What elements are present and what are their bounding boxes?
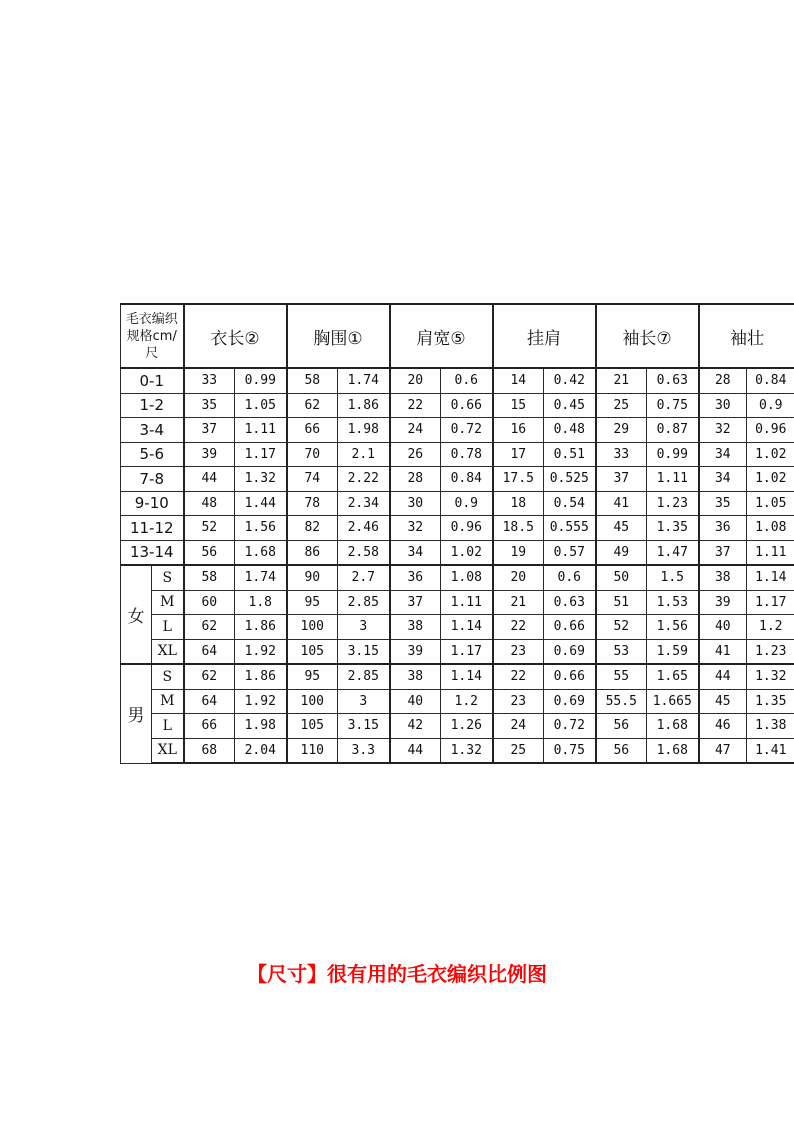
table-cell: 1.14 [441, 664, 493, 689]
table-cell: 55.5 [596, 689, 647, 714]
table-cell: 0.96 [747, 418, 794, 443]
size-label: L [152, 714, 184, 739]
table-cell: 35 [699, 491, 747, 516]
table-cell: 18 [493, 491, 544, 516]
table-cell: 1.35 [647, 516, 699, 541]
table-cell: 38 [699, 565, 747, 590]
table-row [121, 368, 794, 393]
table-cell: 64 [184, 639, 235, 664]
table-cell: 1.38 [747, 714, 794, 739]
table-cell: 1.35 [747, 689, 794, 714]
table-cell: 2.04 [235, 738, 287, 763]
table-body [121, 368, 794, 763]
table-cell: 47 [699, 738, 747, 763]
table-cell: 0.87 [647, 418, 699, 443]
table-cell: 74 [287, 467, 338, 492]
table-cell: 0.555 [544, 516, 596, 541]
table-cell: 1.92 [235, 639, 287, 664]
table-cell: 1.11 [235, 418, 287, 443]
table-cell: 64 [184, 689, 235, 714]
table-cell: 14 [493, 368, 544, 393]
table-cell: 1.26 [441, 714, 493, 739]
table-cell: 0.45 [544, 393, 596, 418]
table-cell: 56 [596, 738, 647, 763]
table-cell: 0.6 [441, 368, 493, 393]
table-cell: 37 [699, 540, 747, 565]
table-cell: 0.66 [544, 664, 596, 689]
table-cell: 29 [596, 418, 647, 443]
table-cell: 62 [287, 393, 338, 418]
header-row [121, 304, 794, 368]
table-cell: 17 [493, 442, 544, 467]
table-cell: 1.59 [647, 639, 699, 664]
table-row [121, 738, 794, 763]
table-cell: 0.78 [441, 442, 493, 467]
corner-label: 毛衣编织规格cm/尺 [121, 304, 184, 368]
table-row [121, 393, 794, 418]
table-cell: 56 [596, 714, 647, 739]
table-cell: 1.32 [235, 467, 287, 492]
column-header: 肩宽⑤ [390, 304, 493, 368]
age-range-label: 3-4 [121, 418, 184, 443]
table-cell: 2.34 [338, 491, 390, 516]
table-cell: 41 [699, 639, 747, 664]
table-cell: 1.53 [647, 590, 699, 615]
table-cell: 0.66 [544, 615, 596, 640]
size-label: L [152, 615, 184, 640]
table-cell: 1.02 [747, 442, 794, 467]
table-cell: 35 [184, 393, 235, 418]
table-cell: 95 [287, 590, 338, 615]
table-cell: 53 [596, 639, 647, 664]
table-cell: 25 [596, 393, 647, 418]
table-cell: 86 [287, 540, 338, 565]
table-cell: 0.84 [441, 467, 493, 492]
table-cell: 1.11 [647, 467, 699, 492]
table-cell: 1.56 [647, 615, 699, 640]
table-cell: 1.14 [441, 615, 493, 640]
table-cell: 2.1 [338, 442, 390, 467]
table-cell: 16 [493, 418, 544, 443]
table-cell: 0.9 [747, 393, 794, 418]
table-cell: 0.72 [544, 714, 596, 739]
table-cell: 38 [390, 615, 441, 640]
table-cell: 24 [493, 714, 544, 739]
table-cell: 0.84 [747, 368, 794, 393]
table-cell: 0.72 [441, 418, 493, 443]
column-header: 胸围① [287, 304, 390, 368]
table-cell: 42 [390, 714, 441, 739]
size-label: S [152, 664, 184, 689]
table-cell: 34 [699, 467, 747, 492]
table-row [121, 590, 794, 615]
table-cell: 0.48 [544, 418, 596, 443]
table-cell: 56 [184, 540, 235, 565]
table-row [121, 418, 794, 443]
table-cell: 90 [287, 565, 338, 590]
table-cell: 37 [184, 418, 235, 443]
size-label: XL [152, 738, 184, 763]
age-range-label: 11-12 [121, 516, 184, 541]
table-cell: 15 [493, 393, 544, 418]
table-cell: 2.85 [338, 664, 390, 689]
table-cell: 1.08 [747, 516, 794, 541]
table-cell: 1.8 [235, 590, 287, 615]
table-cell: 1.2 [441, 689, 493, 714]
table-cell: 36 [699, 516, 747, 541]
column-header: 袖壮 [699, 304, 794, 368]
table-cell: 95 [287, 664, 338, 689]
table-cell: 39 [390, 639, 441, 664]
table-cell: 37 [390, 590, 441, 615]
gender-label: 女 [121, 565, 152, 664]
table-cell: 1.665 [647, 689, 699, 714]
table-cell: 41 [596, 491, 647, 516]
table-cell: 50 [596, 565, 647, 590]
table-cell: 1.74 [235, 565, 287, 590]
table-cell: 0.75 [544, 738, 596, 763]
table-cell: 44 [184, 467, 235, 492]
table-cell: 66 [287, 418, 338, 443]
table-cell: 1.32 [441, 738, 493, 763]
table-cell: 1.74 [338, 368, 390, 393]
table-cell: 1.2 [747, 615, 794, 640]
table-header [121, 304, 794, 368]
table-cell: 39 [184, 442, 235, 467]
table-row [121, 615, 794, 640]
table-cell: 0.42 [544, 368, 596, 393]
table-cell: 25 [493, 738, 544, 763]
table-row [121, 491, 794, 516]
table-cell: 32 [699, 418, 747, 443]
table-cell: 1.86 [235, 664, 287, 689]
table-cell: 2.46 [338, 516, 390, 541]
table-cell: 1.44 [235, 491, 287, 516]
table-cell: 23 [493, 689, 544, 714]
table-row [121, 442, 794, 467]
table-cell: 38 [390, 664, 441, 689]
table-cell: 1.11 [747, 540, 794, 565]
table-cell: 105 [287, 639, 338, 664]
table-cell: 1.08 [441, 565, 493, 590]
table-cell: 0.63 [647, 368, 699, 393]
table-cell: 58 [184, 565, 235, 590]
table-cell: 1.17 [235, 442, 287, 467]
size-label: M [152, 689, 184, 714]
table-cell: 48 [184, 491, 235, 516]
table-cell: 1.56 [235, 516, 287, 541]
sweater-size-table [120, 303, 794, 764]
table-cell: 100 [287, 615, 338, 640]
table-cell: 44 [390, 738, 441, 763]
table-cell: 1.05 [235, 393, 287, 418]
table-cell: 3 [338, 615, 390, 640]
table-cell: 82 [287, 516, 338, 541]
table-cell: 1.17 [441, 639, 493, 664]
table-cell: 24 [390, 418, 441, 443]
table-cell: 33 [596, 442, 647, 467]
table-cell: 1.23 [647, 491, 699, 516]
table-cell: 0.66 [441, 393, 493, 418]
table-cell: 1.23 [747, 639, 794, 664]
page-caption: 【尺寸】很有用的毛衣编织比例图 [247, 962, 547, 986]
table-cell: 1.47 [647, 540, 699, 565]
table-cell: 26 [390, 442, 441, 467]
age-range-label: 5-6 [121, 442, 184, 467]
table-cell: 0.9 [441, 491, 493, 516]
table-cell: 40 [390, 689, 441, 714]
table-cell: 39 [699, 590, 747, 615]
table-cell: 3.15 [338, 714, 390, 739]
table-cell: 19 [493, 540, 544, 565]
column-header: 挂肩 [493, 304, 596, 368]
table-cell: 1.41 [747, 738, 794, 763]
table-cell: 21 [596, 368, 647, 393]
table-cell: 1.14 [747, 565, 794, 590]
table-cell: 45 [699, 689, 747, 714]
table-cell: 52 [184, 516, 235, 541]
table-cell: 40 [699, 615, 747, 640]
table-cell: 46 [699, 714, 747, 739]
table-cell: 1.32 [747, 664, 794, 689]
table-cell: 0.96 [441, 516, 493, 541]
table-row [121, 565, 794, 590]
column-header: 衣长② [184, 304, 287, 368]
table-cell: 0.69 [544, 689, 596, 714]
age-range-label: 9-10 [121, 491, 184, 516]
table-cell: 3.15 [338, 639, 390, 664]
table-row [121, 639, 794, 664]
age-range-label: 0-1 [121, 368, 184, 393]
table-cell: 66 [184, 714, 235, 739]
table-cell: 78 [287, 491, 338, 516]
table-cell: 1.86 [235, 615, 287, 640]
table-cell: 22 [493, 664, 544, 689]
table-cell: 1.02 [441, 540, 493, 565]
table-cell: 22 [390, 393, 441, 418]
table-cell: 34 [390, 540, 441, 565]
table-row [121, 540, 794, 565]
age-range-label: 1-2 [121, 393, 184, 418]
table-cell: 1.17 [747, 590, 794, 615]
table-cell: 44 [699, 664, 747, 689]
table-cell: 17.5 [493, 467, 544, 492]
table-cell: 60 [184, 590, 235, 615]
table-row [121, 467, 794, 492]
table-cell: 0.57 [544, 540, 596, 565]
table-cell: 1.92 [235, 689, 287, 714]
table-cell: 1.68 [647, 714, 699, 739]
table-cell: 52 [596, 615, 647, 640]
table-cell: 1.11 [441, 590, 493, 615]
table-cell: 20 [390, 368, 441, 393]
table-cell: 68 [184, 738, 235, 763]
table-cell: 0.75 [647, 393, 699, 418]
table-cell: 58 [287, 368, 338, 393]
table-cell: 23 [493, 639, 544, 664]
table-cell: 33 [184, 368, 235, 393]
table-row [121, 516, 794, 541]
table-cell: 1.02 [747, 467, 794, 492]
table-cell: 32 [390, 516, 441, 541]
table-cell: 0.54 [544, 491, 596, 516]
table-cell: 3 [338, 689, 390, 714]
table-row [121, 664, 794, 689]
table-row [121, 689, 794, 714]
column-header: 袖长⑦ [596, 304, 699, 368]
table-cell: 37 [596, 467, 647, 492]
table-cell: 55 [596, 664, 647, 689]
table-cell: 34 [699, 442, 747, 467]
table-cell: 2.7 [338, 565, 390, 590]
table-cell: 28 [699, 368, 747, 393]
table-cell: 1.86 [338, 393, 390, 418]
table-cell: 1.68 [647, 738, 699, 763]
table-cell: 20 [493, 565, 544, 590]
table-row [121, 714, 794, 739]
table-cell: 62 [184, 664, 235, 689]
table-cell: 105 [287, 714, 338, 739]
table-cell: 30 [699, 393, 747, 418]
table-cell: 0.69 [544, 639, 596, 664]
table-cell: 22 [493, 615, 544, 640]
table-cell: 28 [390, 467, 441, 492]
table-cell: 30 [390, 491, 441, 516]
table-cell: 45 [596, 516, 647, 541]
table-cell: 0.6 [544, 565, 596, 590]
table-cell: 62 [184, 615, 235, 640]
age-range-label: 7-8 [121, 467, 184, 492]
table-cell: 1.68 [235, 540, 287, 565]
table-cell: 0.51 [544, 442, 596, 467]
table-cell: 0.63 [544, 590, 596, 615]
table-cell: 2.22 [338, 467, 390, 492]
table-cell: 2.85 [338, 590, 390, 615]
size-label: XL [152, 639, 184, 664]
gender-label: 男 [121, 664, 152, 763]
table-cell: 1.5 [647, 565, 699, 590]
table-cell: 110 [287, 738, 338, 763]
table-cell: 70 [287, 442, 338, 467]
size-label: M [152, 590, 184, 615]
table-cell: 1.98 [235, 714, 287, 739]
size-label: S [152, 565, 184, 590]
table-cell: 0.99 [235, 368, 287, 393]
table-cell: 1.98 [338, 418, 390, 443]
table-cell: 21 [493, 590, 544, 615]
table-cell: 3.3 [338, 738, 390, 763]
table-cell: 0.99 [647, 442, 699, 467]
table-cell: 2.58 [338, 540, 390, 565]
table-cell: 51 [596, 590, 647, 615]
table-cell: 1.65 [647, 664, 699, 689]
table-cell: 49 [596, 540, 647, 565]
table-cell: 100 [287, 689, 338, 714]
table-cell: 1.05 [747, 491, 794, 516]
table-cell: 0.525 [544, 467, 596, 492]
table-cell: 18.5 [493, 516, 544, 541]
table-cell: 36 [390, 565, 441, 590]
age-range-label: 13-14 [121, 540, 184, 565]
